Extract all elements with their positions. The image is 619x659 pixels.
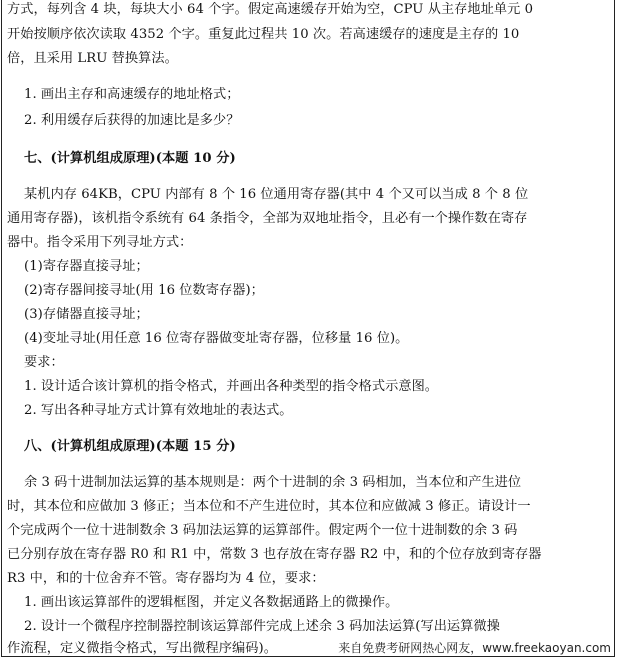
text-line: R3 中，和的十位舍弃不管。寄存器均为 4 位，要求： (7, 571, 325, 586)
text-line: 方式，每列含 4 块，每块大小 64 个字。假定高速缓存开始为空，CPU 从主存地址单元 0 (7, 2, 534, 17)
section-heading: 七、(计算机组成原理)(本题 10 分) (24, 151, 236, 166)
text-line: 器中。指令采用下列寻址方式： (7, 235, 193, 250)
text-line: 某机内存 64KB，CPU 内部有 8 个 16 位通用寄存器(其中 4 个又可以当成 8 个 8 位 (24, 187, 529, 202)
list-item: (4)变址寻址(用任意 16 位寄存器做变址寄存器，位移量 16 位)。 (24, 331, 409, 346)
list-item: (3)存储器直接寻址； (24, 307, 149, 322)
question-item: 1. 画出主存和高速缓存的地址格式； (24, 87, 240, 102)
text-line: 倍，且采用 LRU 替换算法。 (7, 51, 178, 66)
source-footer: 来自免费考研网热心网友，www.freekaoyan.com (338, 641, 611, 655)
text-line: 作流程，定义微指令格式，写出微程序编码)。 (7, 641, 277, 656)
list-item: (2)寄存器间接寻址(用 16 位数寄存器)； (24, 283, 264, 298)
question-item: 2. 利用缓存后获得的加速比是多少？ (24, 113, 240, 128)
text-line: 个完成两个一位十进制数余 3 码加法运算的运算部件。假定两个一位十进制数的余 3 码 (7, 523, 518, 538)
section-heading: 八、(计算机组成原理)(本题 15 分) (24, 439, 236, 454)
question-item: 2. 设计一个微程序控制器控制该运算部件完成上述余 3 码加法运算(写出运算微操 (24, 619, 500, 634)
question-item: 2. 写出各种寻址方式计算有效地址的表达式。 (24, 403, 293, 418)
list-item: (1)寄存器直接寻址； (24, 259, 149, 274)
text-line: 余 3 码十进制加法运算的基本规则是：两个十进制的余 3 码相加，当本位和产生进位 (24, 475, 522, 490)
question-item: 1. 设计适合该计算机的指令格式，并画出各种类型的指令格式示意图。 (24, 379, 439, 394)
text-line: 通用寄存器)，该机指令系统有 64 条指令，全部为双地址指令，且必有一个操作数在寄存 (7, 211, 528, 226)
question-item: 1. 画出该运算部件的逻辑框图，并定义各数据通路上的微操作。 (24, 595, 399, 610)
text-line: 已分别存放在寄存器 R0 和 R1 中，常数 3 也存放在寄存器 R2 中，和的个位存放到寄存器 (7, 547, 542, 562)
text-line: 开始按顺序依次读取 4352 个字。重复此过程共 10 次。若高速缓存的速度是主存的 10 (7, 27, 520, 42)
exam-page (1, 0, 615, 657)
text-line: 要求： (24, 355, 64, 370)
text-line: 时，其本位和应做加 3 修正；当本位和不产生进位时，其本位和应做减 3 修正。请设计一 (7, 499, 531, 514)
